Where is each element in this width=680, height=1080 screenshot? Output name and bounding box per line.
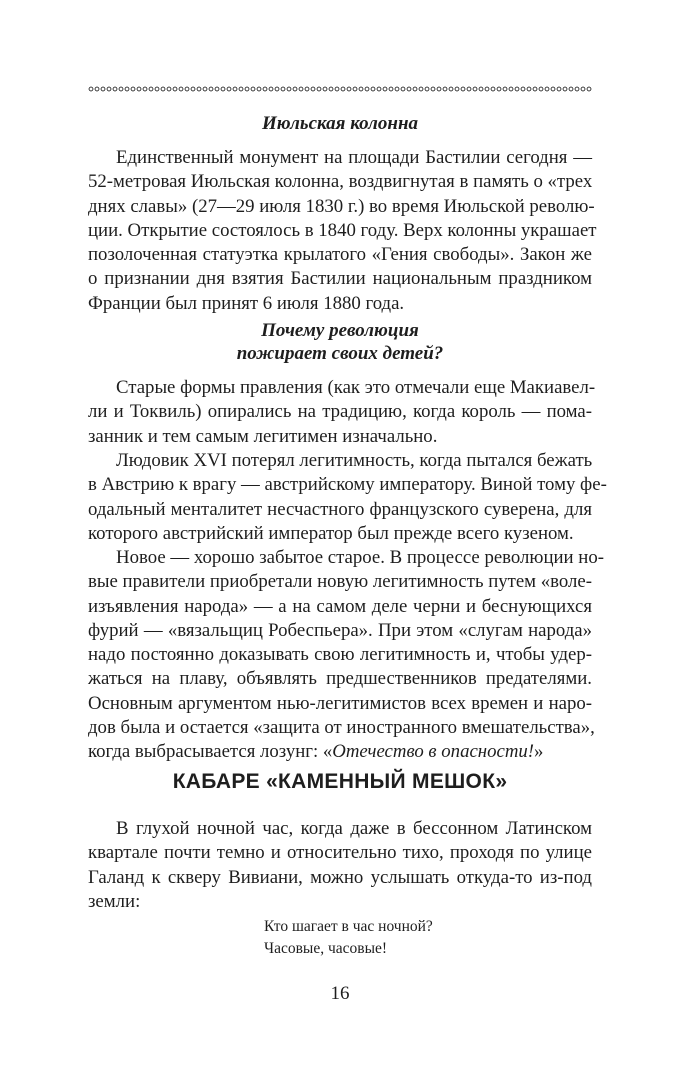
text-line: Старые формы правления (как это отмечали еще Макиавел- — [116, 377, 596, 398]
text-line: ции. Открытие состоялось в 1840 году. Верх колонны украшает — [88, 219, 597, 241]
paragraph-new-is-old — [88, 546, 605, 765]
text-line: 52-метровая Июльская колонна, воздвигнутая в память о «трех — [88, 171, 593, 193]
text-line: квартале почти темно и относительно тихо, проходя по улице — [88, 842, 592, 864]
text-line: Единственный монумент на площади Бастилии сегодня — — [116, 147, 592, 168]
text-line: земли: — [88, 890, 141, 912]
section-title-july-column: Июльская колонна — [261, 113, 419, 134]
text-line-slogan — [88, 740, 592, 764]
paragraph-old-forms — [88, 376, 596, 449]
decorative-border — [88, 86, 592, 92]
section-title-revolution-line2: пожирает своих детей? — [236, 343, 444, 364]
text-line: днях славы» (27—29 июля 1830 г.) во время Июльской револю- — [88, 195, 595, 217]
verse-line: Часовые, часовые! — [264, 940, 388, 957]
text-line: жаться на плаву, объявлять предшественников предателями. — [88, 668, 592, 690]
paragraph-louis-xvi — [88, 449, 607, 546]
text-line: изъявления народа» — а на самом деле черни и беснующихся — [88, 595, 592, 617]
text-line: Людовик XVI потерял легитимность, когда пытался бежать — [116, 450, 593, 471]
paragraph-cabaret — [88, 817, 592, 914]
chapter-heading-cabaret: КАБАРЕ «КАМЕННЫЙ МЕШОК» — [172, 770, 508, 793]
section-title-revolution-line1: Почему революция — [261, 320, 419, 341]
book-page — [88, 0, 607, 1080]
text-line: фурий — «вязальщиц Робеспьера». При этом «слугам народа» — [88, 619, 592, 641]
text-line: занник и тем самым легитимен изначально. — [88, 425, 438, 447]
text-line: надо постоянно доказывать свою легитимность и, чтобы удер- — [88, 644, 592, 666]
text-line: дов была и остается «защита от иностранного вмешательства», — [88, 717, 595, 739]
text-line: В глухой ночной час, когда даже в бессонном Латинском — [116, 818, 592, 839]
slogan-prefix: когда выбрасывается лозунг: « — [88, 741, 333, 763]
slogan-italic: Отечество в опасности! — [332, 741, 535, 763]
text-line: Франции был принят 6 июля 1880 года. — [88, 292, 405, 314]
text-line: Галанд к скверу Вивиани, можно услышать откуда-то из-под — [88, 866, 592, 888]
text-line: которого австрийский император был прежде всего кузеном. — [88, 522, 574, 544]
text-line: в Австрию к врагу — австрийскому императору. Виной тому фе- — [88, 474, 607, 496]
verse-line: Кто шагает в час ночной? — [264, 918, 433, 935]
text-line: о признании дня взятия Бастилии национальным праздником — [88, 268, 592, 290]
text-line: Основным аргументом нью-легитимистов всех времен и наро- — [88, 692, 592, 714]
text-line: вые правители приобретали новую легитимность путем «воле- — [88, 571, 593, 593]
slogan-suffix: » — [534, 741, 544, 763]
text-line: Новое — хорошо забытое старое. В процессе революции но- — [116, 547, 605, 568]
text-line: позолоченная статуэтка крылатого «Гения свободы». Закон же — [88, 244, 592, 266]
text-line: одальный менталитет несчастного французского суверена, для — [88, 498, 592, 520]
paragraph-july-column — [88, 146, 597, 316]
verse-quote — [264, 916, 433, 960]
text-line: ли и Токвиль) опирались на традицию, когда король — пома- — [88, 401, 592, 423]
page-number: 16 — [330, 983, 350, 1004]
